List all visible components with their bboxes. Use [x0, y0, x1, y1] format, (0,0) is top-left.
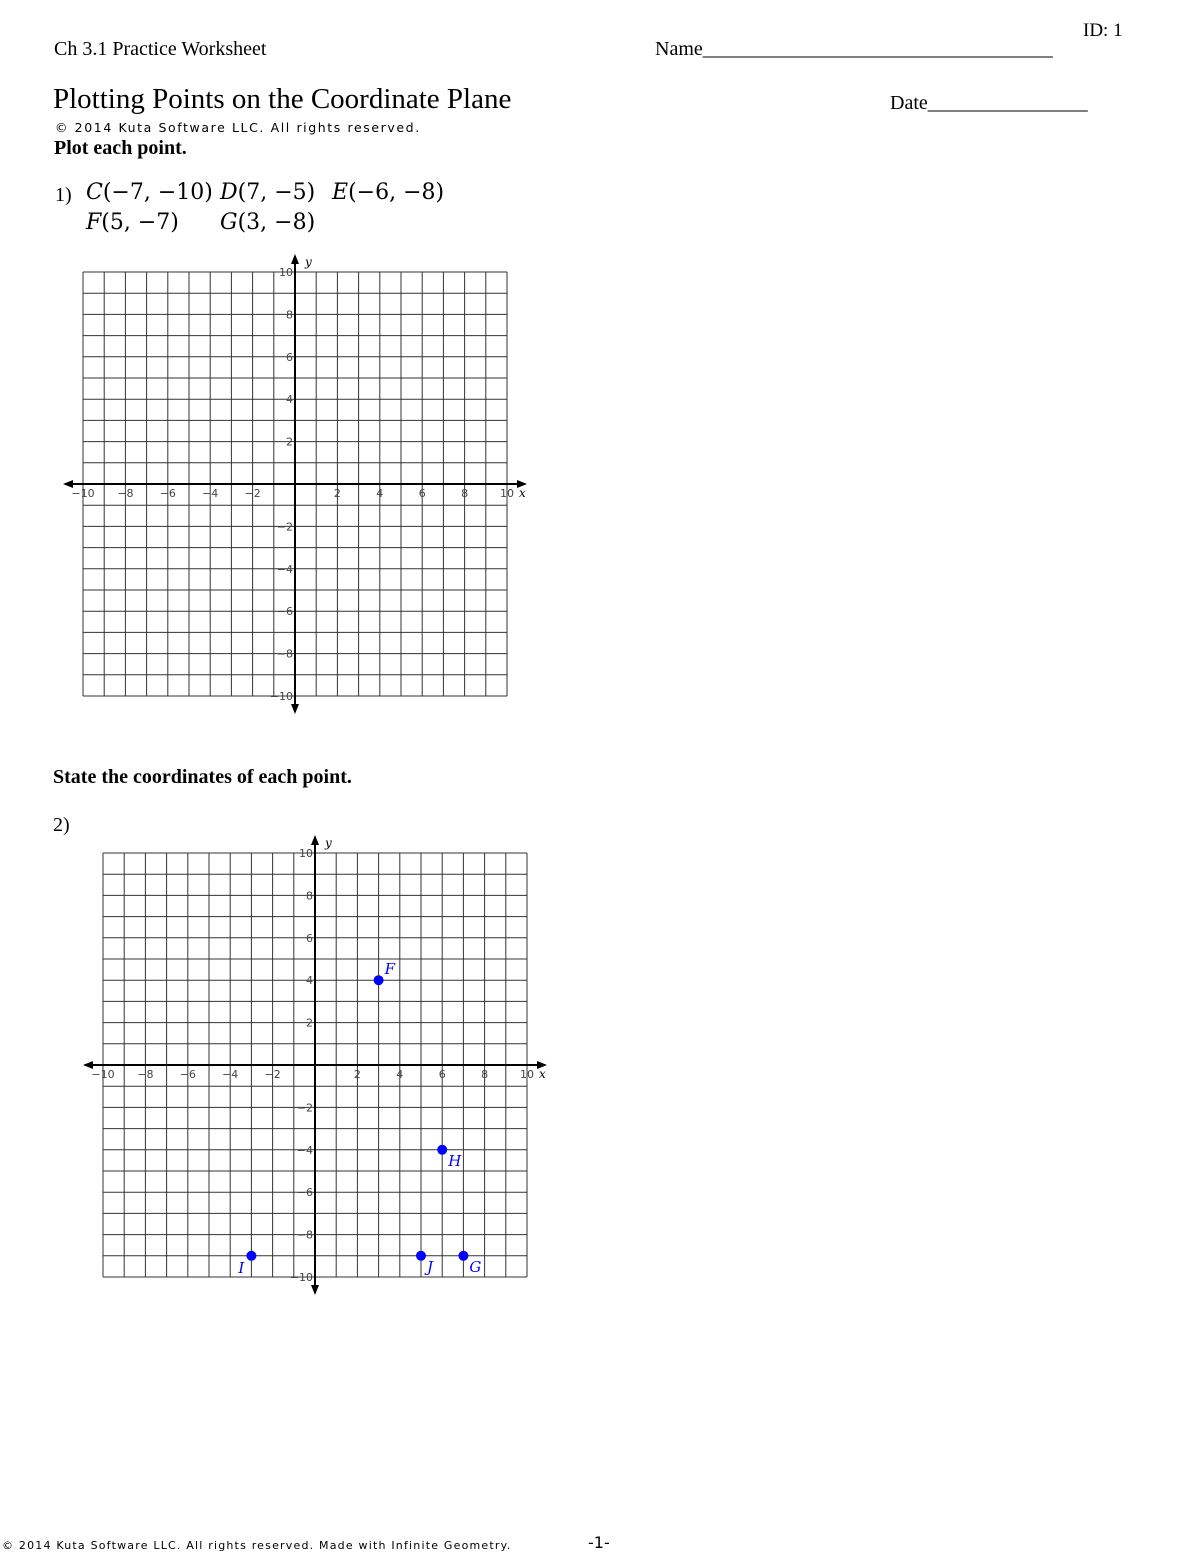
y-tick-label: −8 — [276, 647, 293, 661]
y-tick-label: −8 — [296, 1228, 313, 1242]
x-tick-label: 4 — [376, 487, 384, 500]
y-axis-arrow-up — [311, 835, 319, 845]
y-tick-label: 8 — [306, 889, 313, 903]
point-d-text: D(7, −5) — [220, 180, 316, 205]
x-tick-label: 2 — [333, 487, 341, 500]
x-tick-label: 2 — [353, 1068, 361, 1081]
copyright-line: © 2014 Kuta Software LLC. All rights reserved. — [55, 120, 421, 135]
x-tick-label: −2 — [244, 487, 261, 500]
point-f-dot — [374, 975, 384, 985]
y-tick-label: −10 — [269, 690, 293, 703]
instruction-state-coordinates: State the coordinates of each point. — [53, 766, 352, 788]
point-e-text: E(−6, −8) — [332, 180, 445, 205]
y-axis-arrow-down — [311, 1285, 319, 1295]
worksheet-title: Ch 3.1 Practice Worksheet — [54, 38, 267, 60]
y-tick-label: −6 — [296, 1186, 313, 1200]
y-tick-label: −4 — [296, 1143, 313, 1157]
y-tick-label: −4 — [276, 562, 293, 576]
date-label: Date — [890, 92, 928, 114]
y-tick-label: 10 — [299, 847, 313, 860]
y-tick-label: −2 — [276, 520, 293, 534]
x-tick-label: −4 — [222, 1068, 239, 1081]
y-tick-label: 2 — [286, 435, 293, 449]
y-axis-label: y — [325, 836, 332, 850]
y-tick-label: 10 — [279, 266, 293, 279]
point-g-label: G — [469, 1257, 482, 1276]
x-tick-label: −10 — [91, 1068, 115, 1081]
name-blank: ___________________________________ — [702, 38, 1053, 60]
y-tick-label: 4 — [286, 393, 293, 407]
x-tick-label: 4 — [396, 1068, 404, 1081]
x-tick-label: −4 — [202, 487, 219, 500]
point-h-dot — [437, 1145, 447, 1155]
x-tick-label: −8 — [117, 487, 134, 500]
x-axis-label: x — [519, 486, 526, 500]
point-c-text: C(−7, −10) — [86, 180, 213, 205]
x-tick-label: −6 — [179, 1068, 196, 1081]
y-tick-label: 6 — [286, 350, 293, 364]
y-tick-label: 2 — [306, 1016, 313, 1030]
point-f-label: F — [384, 960, 396, 979]
x-axis-label: x — [539, 1067, 546, 1081]
x-tick-label: 8 — [461, 487, 469, 500]
date-blank: ________________ — [927, 92, 1088, 114]
page-title: Plotting Points on the Coordinate Plane — [53, 83, 512, 115]
point-j-label: J — [427, 1257, 434, 1276]
point-h-label: H — [448, 1151, 462, 1170]
x-tick-label: −8 — [137, 1068, 154, 1081]
y-tick-label: −10 — [289, 1271, 313, 1284]
point-f-text: F(5, −7) — [86, 210, 179, 235]
x-tick-label: 10 — [500, 487, 514, 500]
y-tick-label: 4 — [306, 974, 313, 988]
y-tick-label: 6 — [306, 931, 313, 945]
x-tick-label: −10 — [71, 487, 95, 500]
instruction-plot-points: Plot each point. — [54, 137, 187, 159]
name-label: Name — [655, 38, 703, 60]
x-tick-label: 6 — [418, 487, 426, 500]
page-number: -1- — [588, 1533, 610, 1552]
y-tick-label: −6 — [276, 605, 293, 619]
y-tick-label: −2 — [296, 1101, 313, 1115]
x-tick-label: 6 — [438, 1068, 446, 1081]
x-tick-label: −6 — [159, 487, 176, 500]
x-tick-label: 10 — [520, 1068, 534, 1081]
point-g-text: G(3, −8) — [220, 210, 316, 235]
worksheet-id: ID: 1 — [1083, 20, 1123, 41]
x-tick-label: −2 — [264, 1068, 281, 1081]
y-axis-label: y — [305, 255, 312, 269]
footer-copyright: © 2014 Kuta Software LLC. All rights reserved. Made with Infinite Geometry. — [2, 1539, 512, 1552]
point-j-dot — [416, 1251, 426, 1261]
problem-1-number: 1) — [55, 184, 72, 206]
point-i-dot — [246, 1251, 256, 1261]
problem-2-number: 2) — [53, 814, 70, 836]
y-tick-label: 8 — [286, 308, 293, 322]
point-i-label: I — [238, 1258, 245, 1277]
x-tick-label: 8 — [481, 1068, 489, 1081]
point-g-dot — [458, 1251, 468, 1261]
